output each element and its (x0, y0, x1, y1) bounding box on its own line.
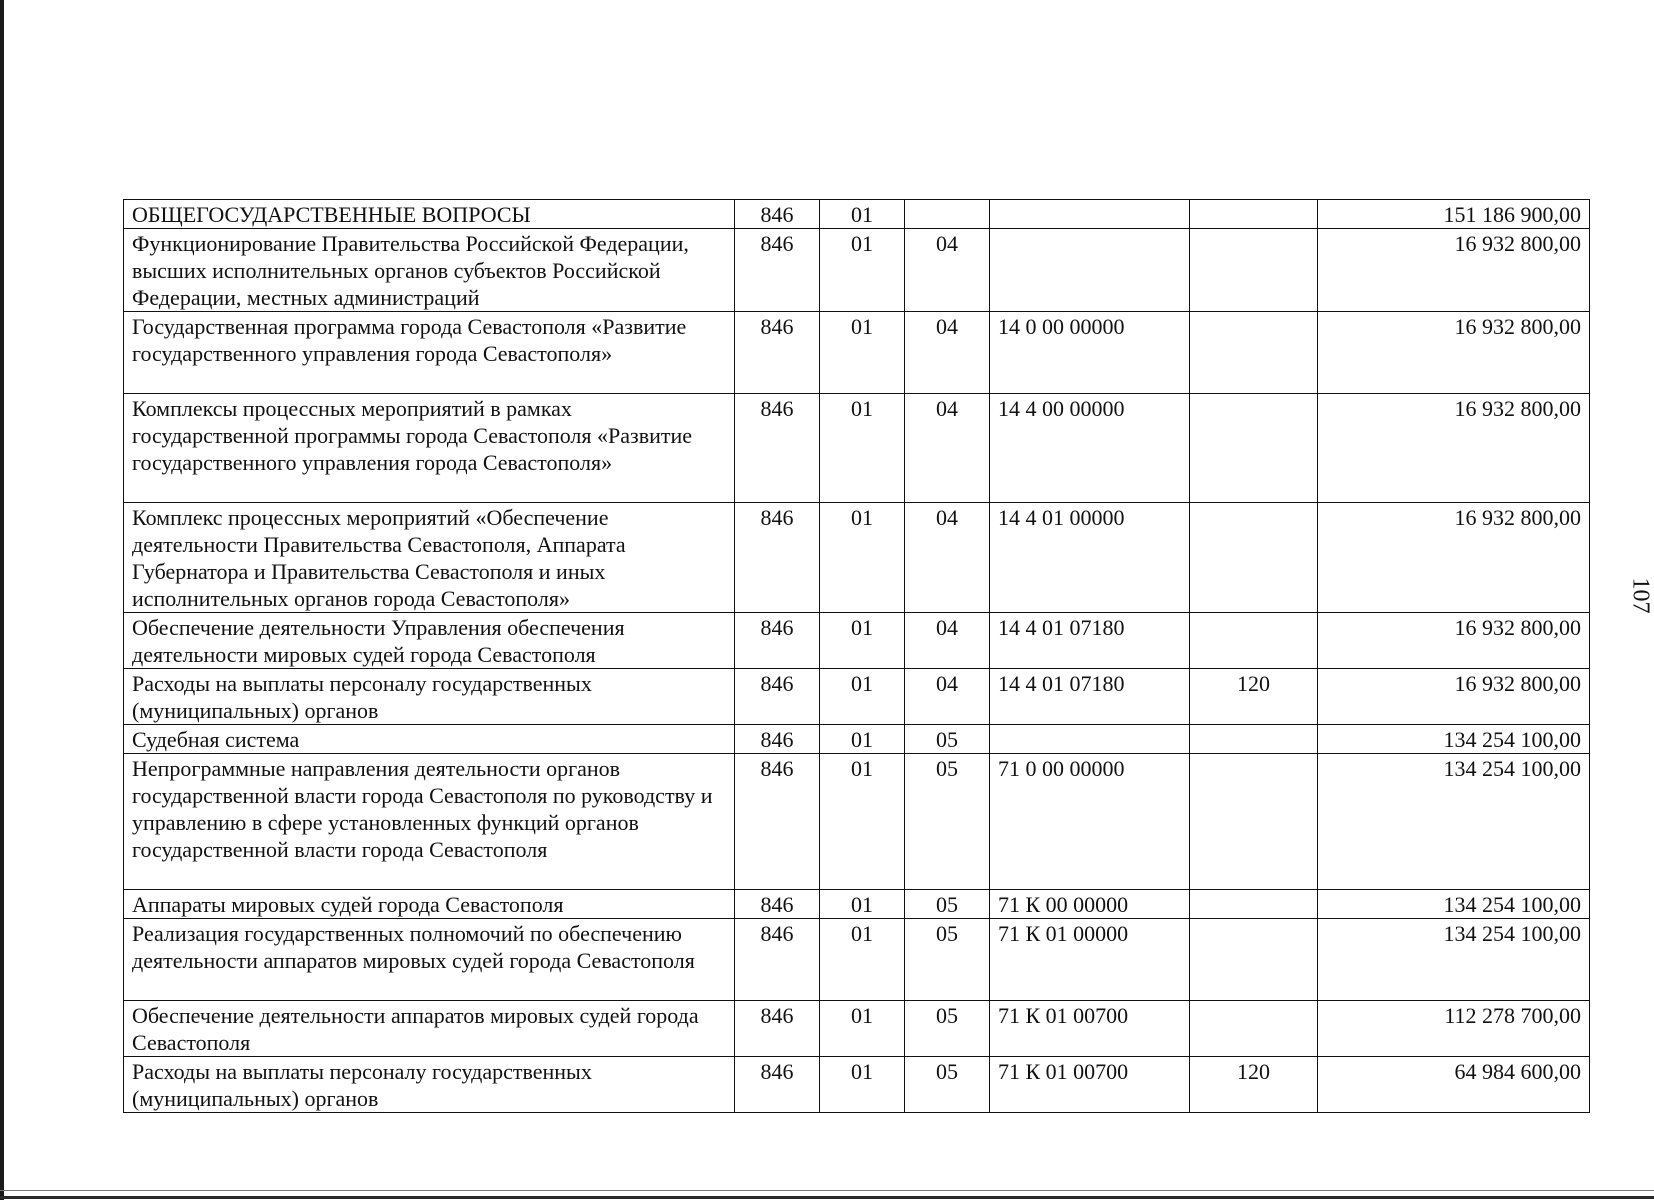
row-subsection-code: 04 (905, 503, 990, 613)
row-section-code: 01 (820, 394, 905, 503)
row-ved-code: 846 (735, 890, 820, 919)
row-section-code: 01 (820, 754, 905, 890)
row-expense-type-code (1190, 1001, 1318, 1057)
row-amount: 134 254 100,00 (1318, 919, 1590, 1001)
row-subsection-code: 04 (905, 394, 990, 503)
row-expense-type-code (1190, 613, 1318, 669)
table-row (124, 229, 1590, 312)
table-row (124, 669, 1590, 725)
row-amount: 134 254 100,00 (1318, 754, 1590, 890)
page-number: 107 (1627, 577, 1654, 614)
scan-edge-left (0, 0, 4, 1200)
row-amount: 134 254 100,00 (1318, 890, 1590, 919)
row-ved-code: 846 (735, 613, 820, 669)
row-target-article-code: 71 0 00 00000 (990, 754, 1190, 890)
row-section-code: 01 (820, 919, 905, 1001)
row-ved-code: 846 (735, 229, 820, 312)
row-section-code: 01 (820, 890, 905, 919)
row-name: Комплекс процессных мероприятий «Обеспечение деятельности Правительства Севастополя, Аппарата Губернатора и Правительства Севастополя и иных исполнительных органов города Севастополя» (124, 503, 735, 613)
row-section-code: 01 (820, 312, 905, 394)
row-section-code: 01 (820, 613, 905, 669)
row-target-article-code (990, 725, 1190, 754)
budget-table (123, 199, 1590, 1113)
row-amount: 64 984 600,00 (1318, 1057, 1590, 1113)
table-row (124, 725, 1590, 754)
table-row (124, 1001, 1590, 1057)
row-ved-code: 846 (735, 919, 820, 1001)
row-section-code: 01 (820, 669, 905, 725)
row-ved-code: 846 (735, 503, 820, 613)
row-target-article-code: 14 4 01 07180 (990, 613, 1190, 669)
row-name: Комплексы процессных мероприятий в рамках государственной программы города Севастополя «Развитие государственного управления города Севастополя» (124, 394, 735, 503)
row-amount: 112 278 700,00 (1318, 1001, 1590, 1057)
row-section-code: 01 (820, 200, 905, 229)
row-subsection-code: 04 (905, 229, 990, 312)
table-row (124, 890, 1590, 919)
row-subsection-code: 05 (905, 919, 990, 1001)
row-amount: 16 932 800,00 (1318, 613, 1590, 669)
row-target-article-code: 14 0 00 00000 (990, 312, 1190, 394)
row-section-code: 01 (820, 725, 905, 754)
row-section-code: 01 (820, 229, 905, 312)
row-name: Аппараты мировых судей города Севастополя (124, 890, 735, 919)
row-subsection-code: 05 (905, 754, 990, 890)
row-expense-type-code (1190, 725, 1318, 754)
table-row (124, 754, 1590, 890)
row-ved-code: 846 (735, 200, 820, 229)
row-expense-type-code (1190, 919, 1318, 1001)
table-row (124, 503, 1590, 613)
row-expense-type-code (1190, 312, 1318, 394)
row-name: Расходы на выплаты персоналу государственных (муниципальных) органов (124, 1057, 735, 1113)
row-expense-type-code (1190, 890, 1318, 919)
row-name: ОБЩЕГОСУДАРСТВЕННЫЕ ВОПРОСЫ (124, 200, 735, 229)
row-expense-type-code: 120 (1190, 669, 1318, 725)
row-expense-type-code (1190, 229, 1318, 312)
row-ved-code: 846 (735, 725, 820, 754)
row-name: Судебная система (124, 725, 735, 754)
row-subsection-code: 05 (905, 725, 990, 754)
row-name: Обеспечение деятельности Управления обеспечения деятельности мировых судей города Севастополя (124, 613, 735, 669)
row-amount: 16 932 800,00 (1318, 312, 1590, 394)
row-name: Непрограммные направления деятельности органов государственной власти города Севастополя по руководству и управлению в сфере установленных функций органов государственной власти города Севастополя (124, 754, 735, 890)
row-subsection-code: 04 (905, 312, 990, 394)
row-amount: 16 932 800,00 (1318, 229, 1590, 312)
table-row (124, 1057, 1590, 1113)
row-section-code: 01 (820, 1001, 905, 1057)
row-expense-type-code (1190, 200, 1318, 229)
row-amount: 16 932 800,00 (1318, 503, 1590, 613)
row-subsection-code: 04 (905, 669, 990, 725)
table-row (124, 613, 1590, 669)
scan-edge-bottom-thin (0, 1190, 1654, 1191)
row-ved-code: 846 (735, 394, 820, 503)
row-name: Реализация государственных полномочий по обеспечению деятельности аппаратов мировых судей города Севастополя (124, 919, 735, 1001)
budget-table-body (124, 200, 1590, 1113)
row-expense-type-code (1190, 394, 1318, 503)
row-target-article-code: 14 4 00 00000 (990, 394, 1190, 503)
table-row (124, 394, 1590, 503)
row-target-article-code: 71 К 01 00700 (990, 1057, 1190, 1113)
row-subsection-code (905, 200, 990, 229)
table-row (124, 312, 1590, 394)
row-amount: 16 932 800,00 (1318, 669, 1590, 725)
row-name: Функционирование Правительства Российской Федерации, высших исполнительных органов субъектов Российской Федерации, местных администраций (124, 229, 735, 312)
row-amount: 134 254 100,00 (1318, 725, 1590, 754)
row-target-article-code: 14 4 01 00000 (990, 503, 1190, 613)
row-subsection-code: 05 (905, 1001, 990, 1057)
row-name: Расходы на выплаты персоналу государственных (муниципальных) органов (124, 669, 735, 725)
row-name: Обеспечение деятельности аппаратов мировых судей города Севастополя (124, 1001, 735, 1057)
table-row (124, 919, 1590, 1001)
row-ved-code: 846 (735, 1057, 820, 1113)
row-expense-type-code (1190, 503, 1318, 613)
row-expense-type-code (1190, 754, 1318, 890)
row-amount: 151 186 900,00 (1318, 200, 1590, 229)
row-subsection-code: 05 (905, 890, 990, 919)
row-section-code: 01 (820, 1057, 905, 1113)
row-target-article-code: 71 К 00 00000 (990, 890, 1190, 919)
row-ved-code: 846 (735, 1001, 820, 1057)
row-target-article-code: 71 К 01 00000 (990, 919, 1190, 1001)
row-ved-code: 846 (735, 669, 820, 725)
row-expense-type-code: 120 (1190, 1057, 1318, 1113)
table-row (124, 200, 1590, 229)
row-section-code: 01 (820, 503, 905, 613)
row-target-article-code: 71 К 01 00700 (990, 1001, 1190, 1057)
scan-edge-bottom (0, 1196, 1654, 1199)
row-subsection-code: 04 (905, 613, 990, 669)
row-target-article-code (990, 229, 1190, 312)
row-ved-code: 846 (735, 754, 820, 890)
row-name: Государственная программа города Севастополя «Развитие государственного управления города Севастополя» (124, 312, 735, 394)
row-subsection-code: 05 (905, 1057, 990, 1113)
row-ved-code: 846 (735, 312, 820, 394)
row-target-article-code (990, 200, 1190, 229)
row-target-article-code: 14 4 01 07180 (990, 669, 1190, 725)
row-amount: 16 932 800,00 (1318, 394, 1590, 503)
